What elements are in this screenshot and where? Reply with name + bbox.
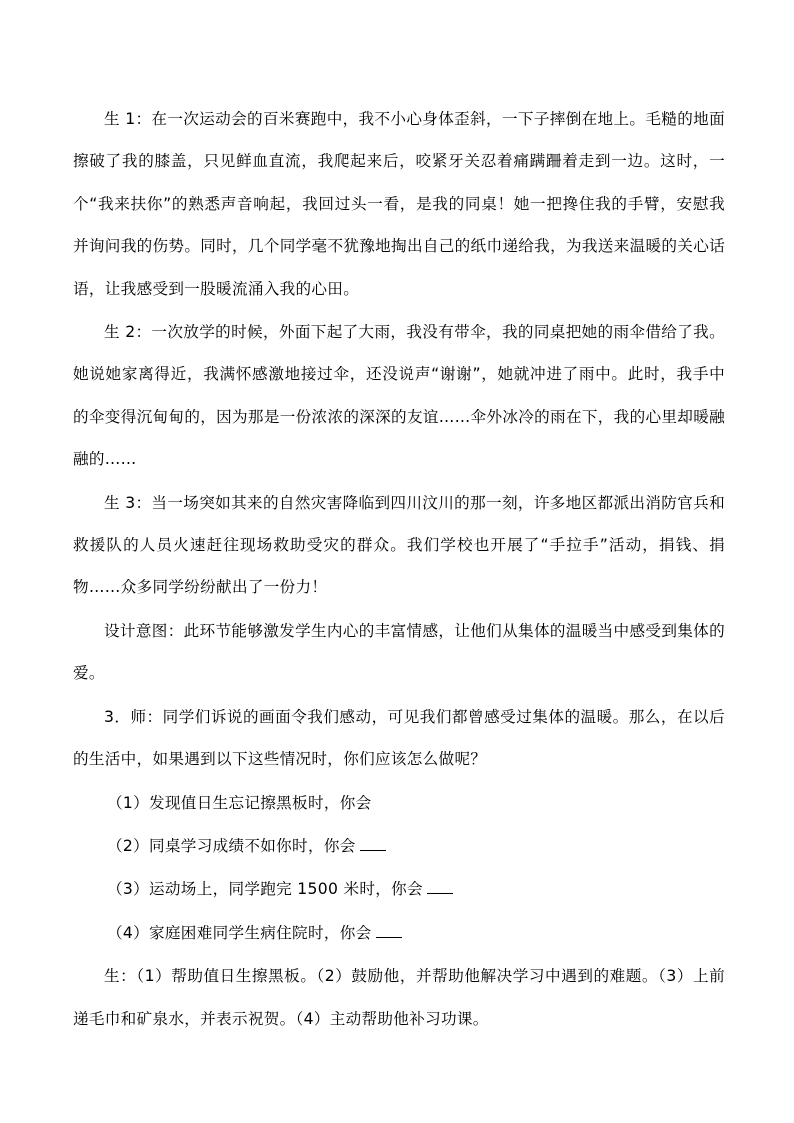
student-3-paragraph: 生 3：当一场突如其来的自然灾害降临到四川汶川的那一刻，许多地区都派出消防官兵和救援队的人员火速赶往现场救助受灾的群众。我们学校也开展了“手拉手”活动，捐钱、捐物……众多同学纷纷献出了一份力！ (73, 493, 725, 597)
question-item-2-text: （2）同桌学习成绩不如你时，你会 (107, 836, 356, 855)
student-2-paragraph: 生 2：一次放学的时候，外面下起了大雨，我没有带伞，我的同桌把她的雨伞借给了我。她说她家离得近，我满怀感激地接过伞，还没说声“谢谢”，她就冲进了雨中。此时，我手中的伞变得沉甸甸的，因为那是一份浓浓的深深的友谊……伞外冰冷的雨在下，我的心里却暖融融的…… (73, 323, 725, 469)
teacher-question-paragraph: 3．师：同学们诉说的画面令我们感动，可见我们都曾感受过集体的温暖。那么，在以后的生活中，如果遇到以下这些情况时，你们应该怎么做呢？ (73, 707, 725, 769)
student-1-paragraph: 生 1：在一次运动会的百米赛跑中，我不小心身体歪斜，一下子摔倒在地上。毛糙的地面擦破了我的膝盖，只见鲜血直流，我爬起来后，咬紧牙关忍着痛蹒跚着走到一边。这时，一个“我来扶你”的熟悉声音响起，我回过头一看，是我的同桌！她一把搀住我的手臂，安慰我并询问我的伤势。同时，几个同学毫不犹豫地掏出自己的纸巾递给我，为我送来温暖的关心话语，让我感受到一股暖流涌入我的心田。 (73, 110, 725, 298)
question-item-3-text: （3）运动场上，同学跑完 1500 米时，你会 (107, 880, 423, 899)
document-body (73, 98, 725, 1041)
question-item-1-text: （1）发现值日生忘记擦黑板时，你会 (107, 793, 372, 812)
design-intent-paragraph: 设计意图：此环节能够激发学生内心的丰富情感，让他们从集体的温暖当中感受到集体的爱。 (73, 621, 725, 683)
question-item-4-text: （4）家庭困难同学生病住院时，你会 (107, 923, 372, 942)
answer-blank (427, 879, 453, 894)
question-item-1 (73, 782, 725, 824)
question-item-2 (73, 825, 725, 867)
question-item-4 (73, 912, 725, 954)
question-item-3 (73, 868, 725, 910)
student-answer-paragraph: 生：（1）帮助值日生擦黑板。（2）鼓励他，并帮助他解决学习中遇到的难题。（3）上前递毛巾和矿泉水，并表示祝贺。（4）主动帮助他补习功课。 (73, 967, 725, 1028)
answer-blank (376, 923, 402, 938)
answer-blank (360, 836, 386, 851)
